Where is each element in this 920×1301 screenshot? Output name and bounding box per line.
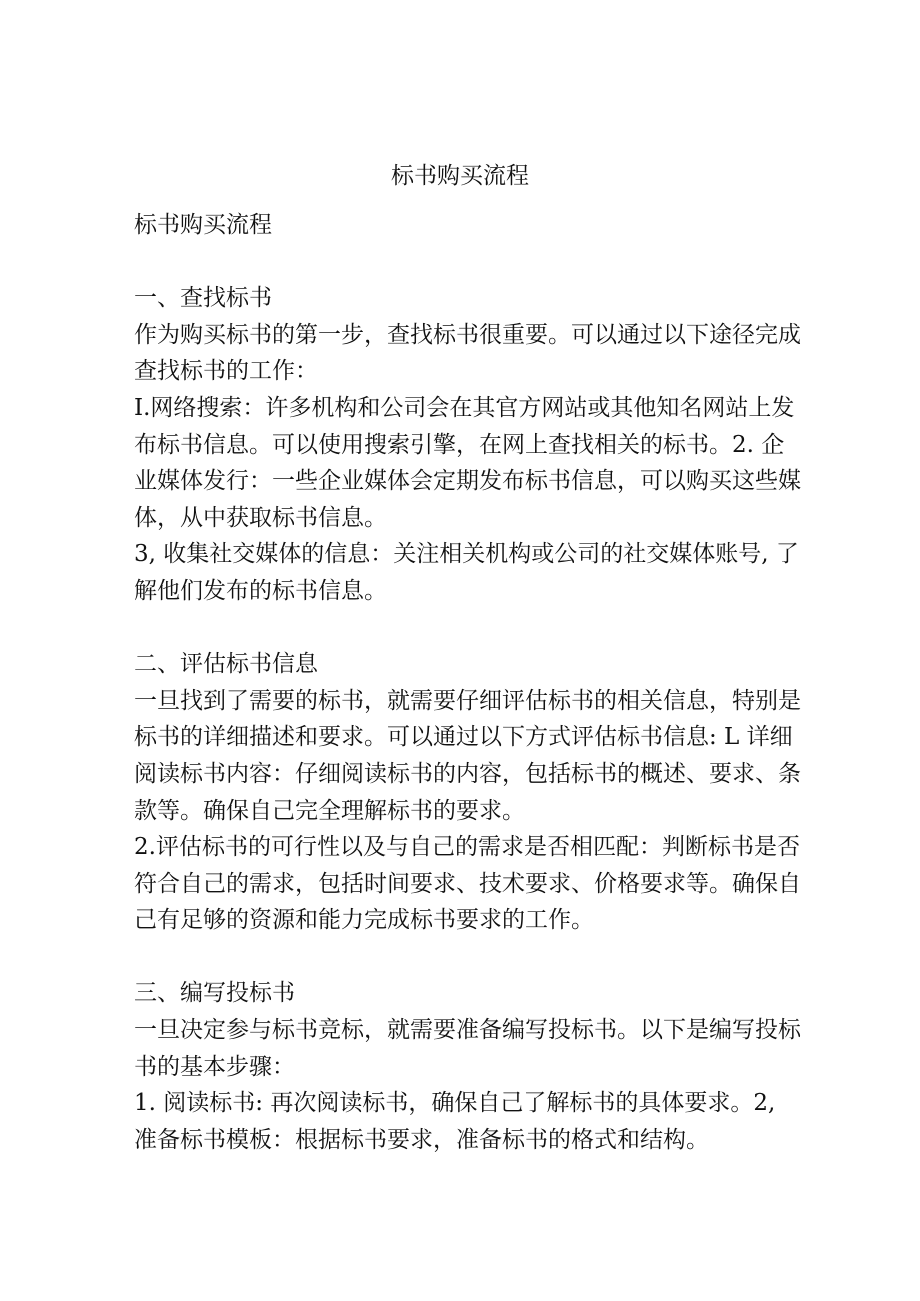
spacer — [134, 244, 804, 281]
section-paragraph: 1. 阅读标书: 再次阅读标书，确保自己了解标书的具体要求。2, 准备标书模板：根据标书要求，准备标书的格式和结构。 — [134, 1090, 776, 1153]
section-heading-evaluate: 二、评估标书信息 — [134, 651, 318, 678]
document-subtitle: 标书购买流程 — [134, 212, 272, 238]
section-paragraph: I.网络搜索：许多机构和公司会在其官方网站或其他知名网站上发布标书信息。可以使用搜索引擎，在网上查找相关的标书。2. 企业媒体发行：一些企业媒体会定期发布标书信息，可以购买这些媒体，从中获取标书信息。 — [134, 394, 801, 531]
section-heading-find: 一、查找标书 — [134, 285, 272, 312]
section-heading-write: 三、编写投标书 — [134, 980, 295, 1007]
section-paragraph: 作为购买标书的第一步，查找标书很重要。可以通过以下途径完成查找标书的工作： — [134, 321, 801, 385]
section-paragraph: 一旦找到了需要的标书，就需要仔细评估标书的相关信息，特别是标书的详细描述和要求。可以通过以下方式评估标书信息: L 详细阅读标书内容：仔细阅读标书的内容，包括标书的概述、要求、条款等。确保自己完全理解标书的要求。 — [134, 687, 801, 824]
spacer — [134, 939, 804, 976]
section-paragraph: 2.评估标书的可行性以及与自己的需求是否相匹配：判断标书是否符合自己的需求，包括时间要求、技术要求、价格要求等。确保自己有足够的资源和能力完成标书要求的工作。 — [134, 834, 801, 934]
section-paragraph: 3, 收集社交媒体的信息：关注相关机构或公司的社交媒体账号, 了解他们发布的标书信息。 — [134, 541, 799, 604]
section-paragraph: 一旦决定参与标书竞标，就需要准备编写投标书。以下是编写投标书的基本步骤： — [134, 1017, 801, 1080]
document-body — [134, 207, 804, 1158]
spacer — [134, 610, 804, 647]
document-title: 标书购买流程 — [391, 163, 529, 189]
